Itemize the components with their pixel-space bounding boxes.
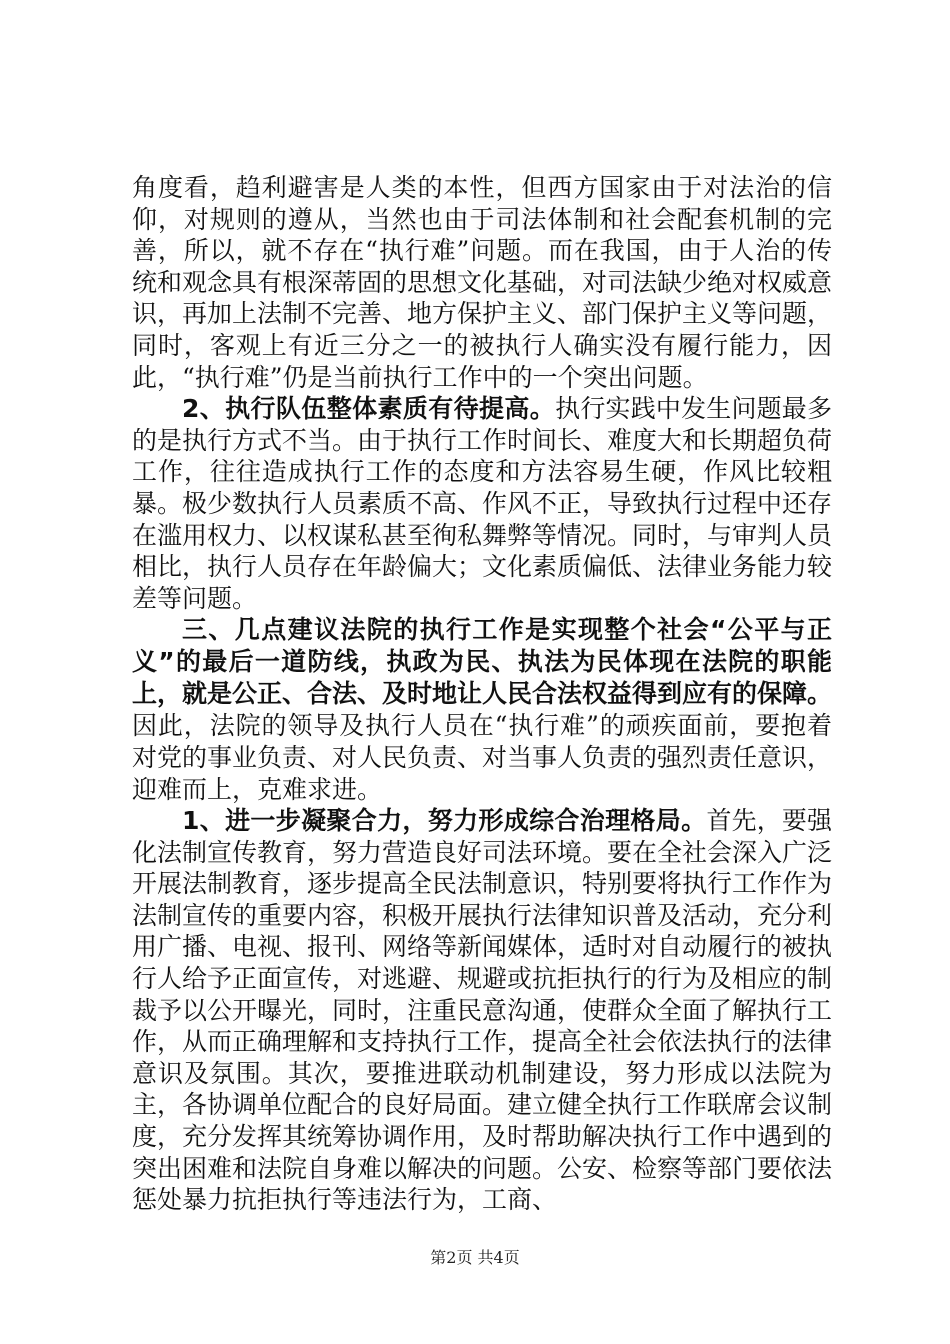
paragraph-text: 首先，要强化法制宣传教育，努力营造良好司法环境。要在全社会深入广泛开展法制教育，逐步提高全民法制意识，特别要将执行工作作为法制宣传的重要内容，积极开展执行法律知识普及活动，充分利用广播、电视、报刊、网络等新闻媒体，适时对自动履行的被执行人给予正面宣传，对逃避、规避或抗拒执行的行为及相应的制裁予以公开曝光，同时，注重民意沟通，使群众全面了解执行工作，从而正确理解和支持执行工作，提高全社会依法执行的法律意识及氛围。其次，要推进联动机制建设，努力形成以法院为主，各协调单位配合的良好局面。建立健全执行工作联席会议制度，充分发挥其统筹协调作用，及时帮助解决执行工作中遇到的突出困难和法院自身难以解决的问题。公安、检察等部门要依法惩处暴力抗拒执行等违法行为，工商、 <box>132 806 833 1215</box>
paragraph-text: 因此，法院的领导及执行人员在“执行难”的顽疾面前，要抱着对党的事业负责、对人民负责、对当事人负责的强烈责任意识，迎难而上，克难求进。 <box>132 711 833 804</box>
paragraph-section-suggestions <box>132 614 832 805</box>
page-number: 第2页 共4页 <box>430 1248 520 1267</box>
paragraph-heading: 2、执行队伍整体素质有待提高。 <box>182 394 556 424</box>
paragraph-continuation <box>132 172 832 393</box>
paragraph-heading: 1、进一步凝聚合力，努力形成综合治理格局。 <box>182 806 707 836</box>
paragraph-text: 执行实践中发生问题最多的是执行方式不当。由于执行工作时间长、难度大和长期超负荷工作，往往造成执行工作的态度和方法容易生硬，作风比较粗暴。极少数执行人员素质不高、作风不正，导致执行过程中还存在滥用权力、以权谋私甚至徇私舞弊等情况。同时，与审判人员相比，执行人员存在年龄偏大；文化素质偏低、法律业务能力较差等问题。 <box>132 394 833 613</box>
paragraph-team-quality <box>132 393 832 614</box>
page-footer <box>0 1245 950 1268</box>
body-text <box>132 172 832 1216</box>
paragraph-joint-governance <box>132 805 832 1216</box>
section-heading: 三、几点建议法院的执行工作是实现整个社会“公平与正义”的最后一道防线，执政为民、执法为民体现在法院的职能上，就是公正、合法、及时地让人民合法权益得到应有的保障。 <box>132 615 833 709</box>
paragraph-text: 角度看，趋利避害是人类的本性，但西方国家由于对法治的信仰，对规则的遵从，当然也由于司法体制和社会配套机制的完善，所以，就不存在“执行难”问题。而在我国，由于人治的传统和观念具有根深蒂固的思想文化基础，对司法缺少绝对权威意识，再加上法制不完善、地方保护主义、部门保护主义等问题，同时，客观上有近三分之一的被执行人确实没有履行能力，因此，“执行难”仍是当前执行工作中的一个突出问题。 <box>132 173 833 392</box>
